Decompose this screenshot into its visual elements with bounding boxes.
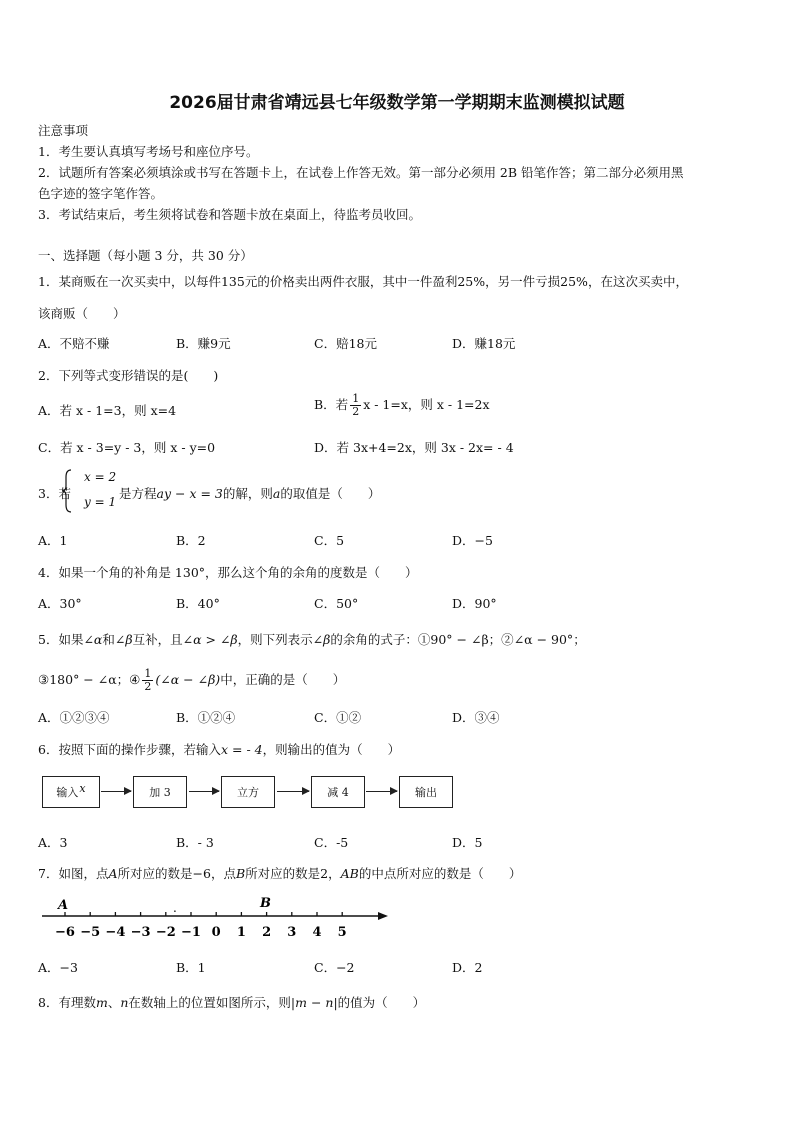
q5-option-d: D．③④ — [452, 710, 500, 725]
q3-prefix: 3．若 — [38, 486, 71, 501]
q1-price: 135 — [220, 274, 245, 289]
q3-system-eq2: y = 1 — [84, 495, 117, 509]
q2-option-a: A．若 x - 1=3，则 x=4 — [38, 403, 177, 418]
flow-arrow — [101, 791, 131, 792]
question-3-stem: 是方程ay − x = 3的解，则a的取值是（ ） — [119, 486, 381, 501]
flow-arrow — [277, 791, 309, 792]
q1-loss: 25% — [560, 274, 588, 289]
q5-fraction: $\frac{1}{2}$ — [144, 667, 152, 693]
question-1-stem-line2: 该商贩（ ） — [38, 306, 126, 321]
midpoint-dot: . — [173, 901, 177, 915]
q7-option-d: D．2 — [452, 960, 483, 975]
q1-profit: 25% — [457, 274, 486, 289]
number-line-tick-label: −4 — [105, 925, 126, 940]
q4-option-d: D．90° — [452, 596, 497, 611]
number-line-tick-label: −5 — [80, 925, 101, 940]
q1-option-b: B．赚9元 — [176, 336, 231, 351]
q6-option-a: A．3 — [38, 835, 68, 850]
q3-option-a: A．1 — [38, 533, 68, 548]
q3-variable: a — [272, 486, 281, 501]
q4-option-a: A．30° — [38, 596, 82, 611]
flow-box-input: 输入 x — [42, 776, 100, 808]
notice-item-2-cont: 色字迹的签字笔作答。 — [38, 186, 164, 201]
flow-arrow — [189, 791, 219, 792]
notice-item-1: 1．考生要认真填写考场号和座位序号。 — [38, 144, 259, 159]
q2-option-d: D．若 3x+4=2x，则 3x - 2x= - 4 — [314, 440, 514, 455]
number-line-tick-label: −6 — [55, 925, 75, 940]
q7-option-a: A．−3 — [38, 960, 78, 975]
flow-box-add3: 加 3 — [133, 776, 187, 808]
q1-option-c: C．赔18元 — [314, 336, 377, 351]
q3-option-b: B．2 — [176, 533, 206, 548]
q7-option-c: C．−2 — [314, 960, 355, 975]
q6-option-b: B．- 3 — [176, 835, 214, 850]
number-line-tick-label: 1 — [236, 925, 246, 940]
q5-option-c: C．①② — [314, 710, 362, 725]
question-8-stem: 8．有理数m、n在数轴上的位置如图所示，则|m − n|的值为（ ） — [38, 995, 426, 1010]
q3-option-c: C．5 — [314, 533, 345, 548]
question-5-stem-line1: 5．如果∠α和∠β互补，且∠α > ∠β，则下列表示∠β的余角的式子：①90° − ∠β；②∠α − 90°； — [38, 632, 586, 647]
q6-input-value: x = - 4 — [220, 742, 263, 757]
q4-option-c: C．50° — [314, 596, 359, 611]
number-line-tick-label: −3 — [130, 925, 151, 940]
number-line — [38, 892, 398, 944]
notice-item-2: 2．试题所有答案必须填涂或书写在答题卡上，在试卷上作答无效。第一部分必须用 2B 铅笔作答；第二部分必须用黑 — [38, 165, 684, 180]
number-line-tick-label: −2 — [155, 925, 176, 940]
notice-item-3: 3．考试结束后，考生须将试卷和答题卡放在桌面上，待监考员收回。 — [38, 207, 421, 222]
q1-option-d: D．赚18元 — [452, 336, 516, 351]
q2-option-c: C．若 x - 3=y - 3，则 x - y=0 — [38, 440, 216, 455]
q3-option-d: D．−5 — [452, 533, 493, 548]
question-5-stem-line2: ③180° − ∠α；④ $\frac{1}{2}$ (∠α − ∠β)中，正确的是（ ） — [38, 667, 346, 693]
notice-heading: 注意事项 — [38, 123, 89, 138]
question-1-stem: 1．某商贩在一次买卖中，以每件135元的价格卖出两件衣服，其中一件盈利25%，另一件亏损25%，在这次买卖中， — [38, 274, 688, 289]
flow-box-cube: 立方 — [221, 776, 275, 808]
number-line-tick-label: 4 — [312, 925, 322, 940]
question-6-stem: 6．按照下面的操作步骤，若输入x = - 4，则输出的值为（ ） — [38, 742, 401, 757]
question-2-stem: 2．下列等式变形错误的是( ) — [38, 368, 219, 383]
number-line-tick-label: −1 — [181, 925, 201, 940]
point-b-label: B — [260, 896, 271, 911]
q7-option-b: B．1 — [176, 960, 206, 975]
q5-option-b: B．①②④ — [176, 710, 236, 725]
q3-equation: ay − x = 3 — [156, 486, 223, 501]
flow-box-minus4: 减 4 — [311, 776, 365, 808]
q2-fraction: $\frac{1}{2}$ — [352, 392, 360, 418]
q4-option-b: B．40° — [176, 596, 220, 611]
page-title: 2026届甘肃省靖远县七年级数学第一学期期末监测模拟试题 — [169, 93, 625, 113]
q6-option-c: C．-5 — [314, 835, 349, 850]
point-a-label: A — [58, 898, 69, 913]
number-line-tick-label: 0 — [211, 925, 221, 940]
question-4-stem: 4．如果一个角的补角是 130°，那么这个角的余角的度数是（ ） — [38, 565, 418, 580]
flow-arrow — [366, 791, 397, 792]
q5-option-a: A．①②③④ — [38, 710, 110, 725]
q3-system-eq1: x = 2 — [84, 470, 117, 484]
flow-box-output: 输出 — [399, 776, 453, 808]
q6-option-d: D．5 — [452, 835, 483, 850]
section-heading: 一、选择题（每小题 3 分，共 30 分） — [38, 248, 253, 263]
number-line-tick-label: 5 — [337, 925, 347, 940]
q2-option-b: B．若 $\frac{1}{2}$ x - 1=x，则 x - 1=2x — [314, 392, 490, 418]
number-line-tick-label: 3 — [287, 925, 297, 940]
question-7-stem: 7．如图，点A所对应的数是−6，点B所对应的数是2，AB的中点所对应的数是（ ） — [38, 866, 522, 881]
number-line-tick-label: 2 — [262, 925, 272, 940]
q1-option-a: A．不赔不赚 — [38, 336, 110, 351]
